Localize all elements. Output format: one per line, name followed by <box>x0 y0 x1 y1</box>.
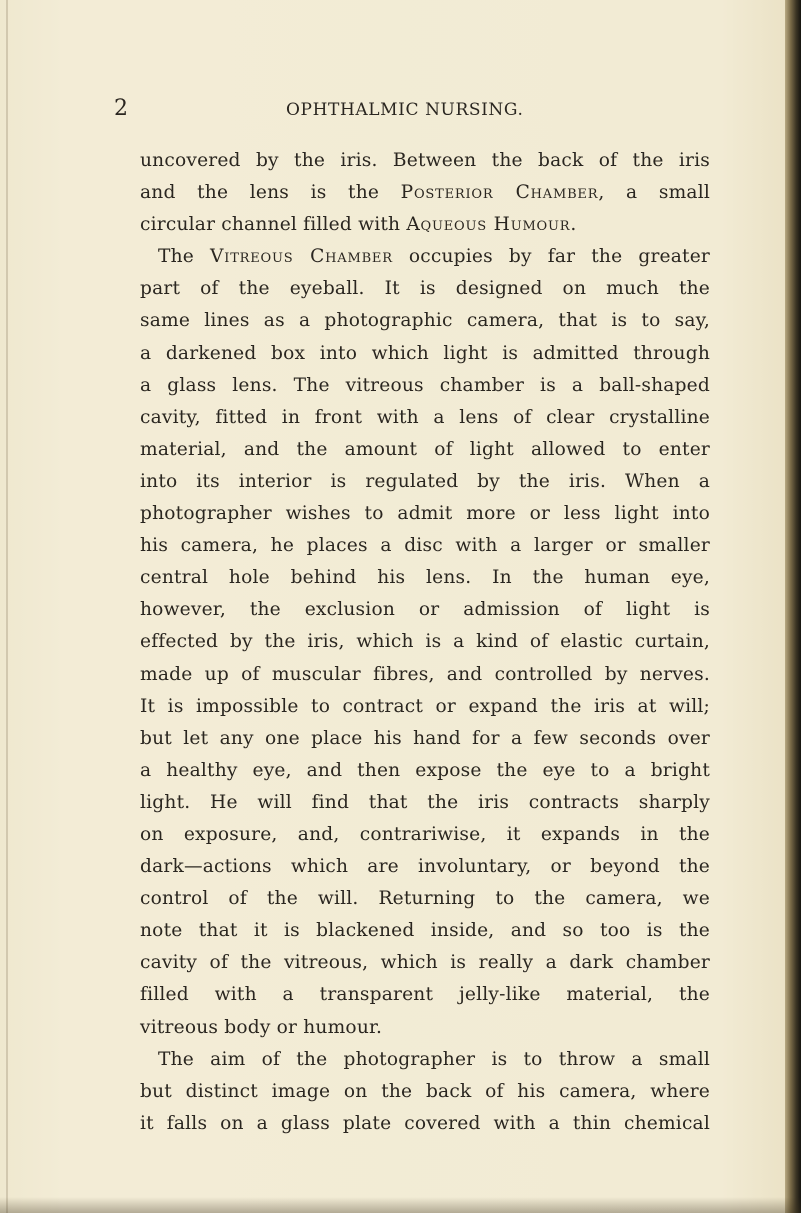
text-line: part of the eyeball. It is designed on much the <box>140 278 710 300</box>
text-line: The Vitreous Chamber occupies by far the greater <box>158 246 710 268</box>
page-left-margin-line <box>6 0 8 1213</box>
running-head: OPHTHALMIC NURSING. <box>286 100 524 120</box>
text-line: but distinct image on the back of his camera, where <box>140 1080 710 1102</box>
page-header <box>0 96 801 130</box>
text-line: light. He will find that the iris contracts sharply <box>140 791 710 813</box>
page-number: 2 <box>114 96 128 121</box>
text-line: and the lens is the Posterior Chamber, a small <box>140 182 710 204</box>
text-line: cavity, fitted in front with a lens of clear crystalline <box>140 406 710 428</box>
text-line: filled with a transparent jelly-like material, the <box>140 984 710 1006</box>
text-line: dark—actions which are involuntary, or beyond the <box>140 856 710 878</box>
text-line: however, the exclusion or admission of light is <box>140 599 710 621</box>
text-line: cavity of the vitreous, which is really a dark chamber <box>140 952 710 974</box>
text-line: on exposure, and, contrariwise, it expands in the <box>140 823 710 845</box>
text-line: circular channel filled with Aqueous Humour. <box>140 214 577 236</box>
text-line: a darkened box into which light is admitted through <box>140 342 710 364</box>
page-bottom-shadow <box>0 1197 801 1213</box>
binding-edge <box>785 0 801 1213</box>
body-text <box>140 145 710 1140</box>
text-line: The aim of the photographer is to throw a small <box>158 1048 710 1070</box>
text-line: material, and the amount of light allowed to enter <box>140 438 710 460</box>
text-line: central hole behind his lens. In the human eye, <box>140 567 710 589</box>
text-line: same lines as a photographic camera, that is to say, <box>140 310 710 332</box>
text-line: a healthy eye, and then expose the eye to a bright <box>140 759 710 781</box>
text-line: into its interior is regulated by the iris. When a <box>140 470 710 492</box>
text-line: uncovered by the iris. Between the back of the iris <box>140 150 710 171</box>
text-line: it falls on a glass plate covered with a thin chemical <box>140 1112 710 1134</box>
text-line: It is impossible to contract or expand the iris at will; <box>140 695 710 717</box>
text-line: effected by the iris, which is a kind of elastic curtain, <box>140 631 710 653</box>
text-line: note that it is blackened inside, and so too is the <box>140 920 710 942</box>
text-line: his camera, he places a disc with a larger or smaller <box>140 535 710 557</box>
text-line: but let any one place his hand for a few seconds over <box>140 727 710 749</box>
text-line: a glass lens. The vitreous chamber is a ball-shaped <box>140 374 710 396</box>
text-line: photographer wishes to admit more or less light into <box>140 503 710 525</box>
text-line: made up of muscular fibres, and controlled by nerves. <box>140 663 710 685</box>
text-line: control of the will. Returning to the camera, we <box>140 888 710 910</box>
text-line: vitreous body or humour. <box>140 1016 383 1038</box>
